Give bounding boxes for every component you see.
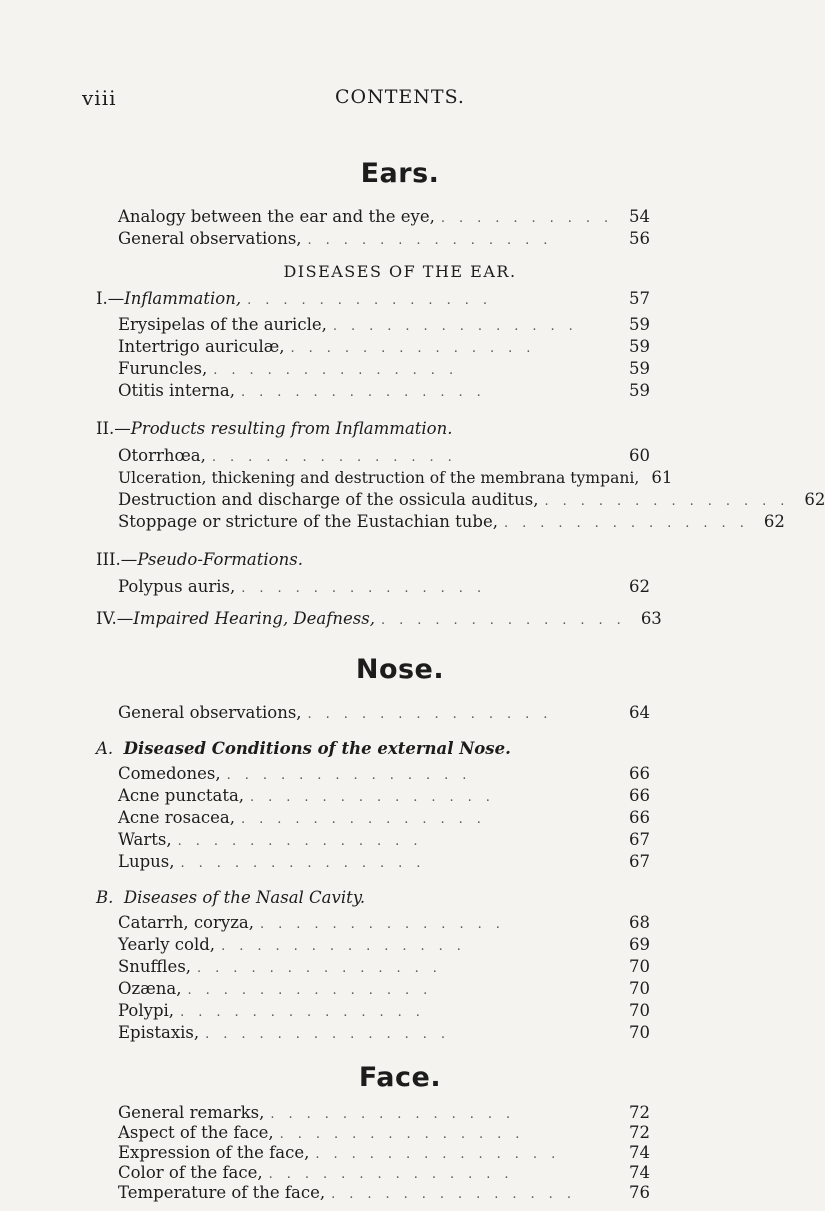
running-title: CONTENTS.	[335, 86, 465, 108]
subheading-diseases-of-the-ear: DISEASES OF THE EAR.	[283, 262, 517, 281]
toc-entry[interactable]: Erysipelas of the auricle, .............. 59	[118, 315, 650, 334]
toc-entry[interactable]: Catarrh, coryza, .............. 68	[118, 913, 650, 932]
toc-group-heading[interactable]: IV.—Impaired Hearing, Deafness, .............. 63	[96, 609, 662, 628]
toc-entry[interactable]: Ozæna, .............. 70	[118, 979, 650, 998]
section-title-nose: Nose.	[355, 654, 445, 685]
toc-entry[interactable]: Yearly cold, .............. 69	[118, 935, 650, 954]
section-title-ears: Ears.	[360, 158, 440, 189]
toc-group-heading: II.—Products resulting from Inflammation.	[96, 419, 453, 438]
toc-entry[interactable]: General observations, .............. 56	[118, 229, 650, 248]
toc-entry[interactable]: Color of the face, .............. 74	[118, 1163, 650, 1182]
toc-entry[interactable]: Warts, .............. 67	[118, 830, 650, 849]
toc-group-heading: B. Diseases of the Nasal Cavity.	[96, 888, 366, 907]
running-head	[0, 86, 800, 116]
toc-entry[interactable]: Polypi, .............. 70	[118, 1001, 650, 1020]
toc-entry[interactable]: Intertrigo auriculæ, .............. 59	[118, 337, 650, 356]
toc-entry[interactable]: Furuncles, .............. 59	[118, 359, 650, 378]
toc-group-heading: A. Diseased Conditions of the external Nose.	[96, 739, 511, 758]
toc-entry[interactable]: Ulceration, thickening and destruction of the membrana tympani, 61	[118, 468, 673, 487]
toc-group-heading[interactable]: I.—Inflammation, .............. 57	[96, 289, 650, 308]
toc-entry[interactable]: Aspect of the face, .............. 72	[118, 1123, 650, 1142]
toc-entry[interactable]: Otorrhœa, .............. 60	[118, 446, 650, 465]
toc-entry[interactable]: Epistaxis, .............. 70	[118, 1023, 650, 1042]
toc-entry[interactable]: Expression of the face, .............. 74	[118, 1143, 650, 1162]
toc-entry[interactable]: Snuffles, .............. 70	[118, 957, 650, 976]
page-number: viii	[82, 86, 117, 110]
toc-entry[interactable]: Stoppage or stricture of the Eustachian tube, .............. 62	[118, 512, 785, 531]
toc-entry[interactable]: General remarks, .............. 72	[118, 1103, 650, 1122]
section-title-face: Face.	[358, 1062, 442, 1093]
toc-entry[interactable]: Temperature of the face, .............. 76	[118, 1183, 650, 1202]
toc-entry[interactable]: Polypus auris, .............. 62	[118, 577, 650, 596]
toc-entry[interactable]: Lupus, .............. 67	[118, 852, 650, 871]
toc-entry[interactable]: Otitis interna, .............. 59	[118, 381, 650, 400]
toc-group-heading: III.—Pseudo-Formations.	[96, 550, 303, 569]
toc-entry[interactable]: Acne rosacea, .............. 66	[118, 808, 650, 827]
toc-entry[interactable]: Destruction and discharge of the ossicula auditus, .............. 62	[118, 490, 825, 509]
toc-entry[interactable]: Analogy between the ear and the eye, .......... 54	[118, 207, 650, 226]
toc-entry[interactable]: Acne punctata, .............. 66	[118, 786, 650, 805]
toc-entry[interactable]: General observations, .............. 64	[118, 703, 650, 722]
toc-entry[interactable]: Comedones, .............. 66	[118, 764, 650, 783]
